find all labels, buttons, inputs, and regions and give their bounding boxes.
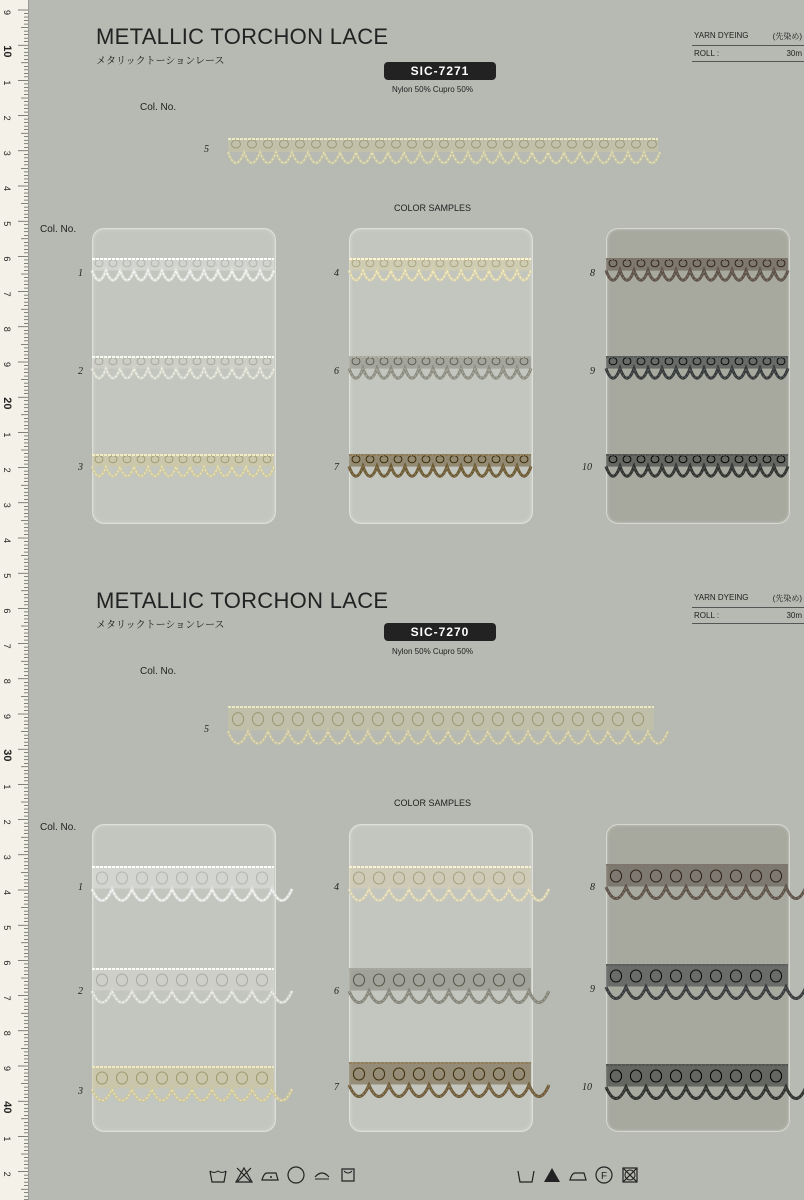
lace-sample-3: [92, 452, 274, 492]
ruler-label: 9: [2, 10, 12, 16]
sample-number: 1: [78, 882, 83, 893]
ruler-label: 1: [2, 784, 12, 790]
ruler-label: 9: [2, 714, 12, 720]
cards-col-no-label: Col. No.: [40, 822, 77, 833]
roll-row: [692, 46, 804, 62]
composition-text: Nylon 50% Cupro 50%: [392, 85, 473, 94]
main-lace-sample: [228, 704, 654, 760]
sample-number: 2: [78, 986, 83, 997]
sample-number: 8: [590, 882, 595, 893]
yarn-label: YARN DYEING: [694, 31, 749, 40]
sample-number: 10: [582, 462, 592, 473]
lace-sample-8: [606, 862, 788, 916]
ruler-label: 30: [1, 749, 13, 762]
yarn-value: (先染め): [772, 32, 802, 41]
ruler-label: 8: [2, 326, 12, 332]
info-box: [692, 590, 804, 624]
roll-label: ROLL :: [694, 611, 720, 620]
ruler-label: 9: [2, 1066, 12, 1072]
ruler-label: 7: [2, 643, 12, 649]
col-no-label: Col. No.: [140, 102, 177, 113]
sample-number: 7: [334, 462, 339, 473]
lace-sample-10: [606, 1062, 788, 1116]
lace-sample-9: [606, 354, 788, 394]
roll-value: 30m: [786, 611, 802, 620]
yarn-row: [692, 28, 804, 46]
lace-sample-2: [92, 354, 274, 394]
main-lace-sample: [228, 136, 658, 180]
roll-row: [692, 608, 804, 624]
product-subtitle: メタリックトーションレース: [96, 620, 225, 631]
lace-sample-4: [349, 864, 531, 918]
sample-number: 9: [590, 366, 595, 377]
lace-sample-4: [349, 256, 531, 296]
yarn-value: (先染め): [772, 594, 802, 603]
roll-label: ROLL :: [694, 49, 720, 58]
composition-text: Nylon 50% Cupro 50%: [392, 647, 473, 656]
cards-col-no-label: Col. No.: [40, 224, 77, 235]
ruler-label: 2: [2, 115, 12, 121]
care-icons-left: [208, 1165, 358, 1191]
iron-icon: [568, 1165, 588, 1185]
dry-clean-f-icon: [594, 1165, 614, 1185]
ruler-label: 4: [2, 890, 12, 896]
ruler-label: 3: [2, 150, 12, 156]
sample-number: 3: [78, 1086, 83, 1097]
ruler-label: 20: [1, 397, 13, 410]
main-sample-number: 5: [204, 724, 209, 735]
ruler-label: 5: [2, 221, 12, 227]
sample-number: 7: [334, 1082, 339, 1093]
ruler-label: 7: [2, 291, 12, 297]
lace-sample-3: [92, 1064, 274, 1118]
product-section-2: [28, 580, 800, 1200]
tumble-dry-icon: [312, 1165, 332, 1185]
lace-sample-1: [92, 256, 274, 296]
lace-sample-8: [606, 256, 788, 296]
ruler-label: 10: [1, 45, 13, 58]
iron-low-icon: [260, 1165, 280, 1185]
ruler-label: 4: [2, 186, 12, 192]
yarn-label: YARN DYEING: [694, 593, 749, 602]
sample-number: 2: [78, 366, 83, 377]
lace-sample-6: [349, 354, 531, 394]
ruler-label: 6: [2, 960, 12, 966]
sample-number: 4: [334, 268, 339, 279]
hang-dry-icon: [338, 1165, 358, 1185]
lace-sample-6: [349, 966, 531, 1020]
ruler-label: 4: [2, 538, 12, 544]
ruler-label: 8: [2, 1030, 12, 1036]
measuring-ruler: [0, 0, 29, 1200]
wash-40-icon: [208, 1165, 228, 1185]
lace-sample-9: [606, 962, 788, 1016]
svg-text:F: F: [600, 1171, 608, 1182]
sample-number: 3: [78, 462, 83, 473]
product-section-1: [28, 0, 800, 598]
color-samples-label: COLOR SAMPLES: [394, 203, 472, 213]
ruler-label: 1: [2, 80, 12, 86]
ruler-label: 40: [1, 1101, 13, 1114]
sample-number: 9: [590, 984, 595, 995]
info-box: [692, 28, 804, 62]
ruler-label: 2: [2, 819, 12, 825]
ruler-label: 1: [2, 1136, 12, 1142]
roll-value: 30m: [786, 49, 802, 58]
ruler-label: 5: [2, 925, 12, 931]
wash-tub-icon: [516, 1165, 536, 1185]
dry-clean-icon: [286, 1165, 306, 1185]
product-title: METALLIC TORCHON LACE: [96, 24, 389, 49]
product-title: METALLIC TORCHON LACE: [96, 588, 389, 613]
no-bleach-icon: [234, 1165, 254, 1185]
col-no-label: Col. No.: [140, 666, 177, 677]
main-sample-number: 5: [204, 144, 209, 155]
ruler-label: 9: [2, 362, 12, 368]
color-samples-label: COLOR SAMPLES: [394, 798, 472, 808]
bleach-triangle-icon: [542, 1165, 562, 1185]
ruler-label: 6: [2, 256, 12, 262]
ruler-label: 7: [2, 995, 12, 1001]
no-tumble-icon: [620, 1165, 640, 1185]
ruler-ticks: [0, 0, 28, 1200]
care-icons-right: [516, 1165, 640, 1191]
lace-sample-10: [606, 452, 788, 492]
ruler-label: 2: [2, 467, 12, 473]
lace-sample-7: [349, 452, 531, 492]
ruler-label: 3: [2, 502, 12, 508]
ruler-label: 3: [2, 854, 12, 860]
ruler-label: 8: [2, 678, 12, 684]
sample-number: 6: [334, 366, 339, 377]
sample-number: 10: [582, 1082, 592, 1093]
lace-sample-1: [92, 864, 274, 918]
lace-sample-7: [349, 1060, 531, 1114]
ruler-label: 5: [2, 573, 12, 579]
sample-number: 1: [78, 268, 83, 279]
sample-number: 4: [334, 882, 339, 893]
ruler-label: 1: [2, 432, 12, 438]
sample-number: 8: [590, 268, 595, 279]
ruler-label: 2: [2, 1171, 12, 1177]
product-code-badge: SIC-7270: [384, 623, 496, 641]
sample-number: 6: [334, 986, 339, 997]
product-code-badge: SIC-7271: [384, 62, 496, 80]
lace-sample-2: [92, 966, 274, 1020]
product-subtitle: メタリックトーションレース: [96, 56, 225, 67]
ruler-label: 6: [2, 608, 12, 614]
yarn-row: [692, 590, 804, 608]
